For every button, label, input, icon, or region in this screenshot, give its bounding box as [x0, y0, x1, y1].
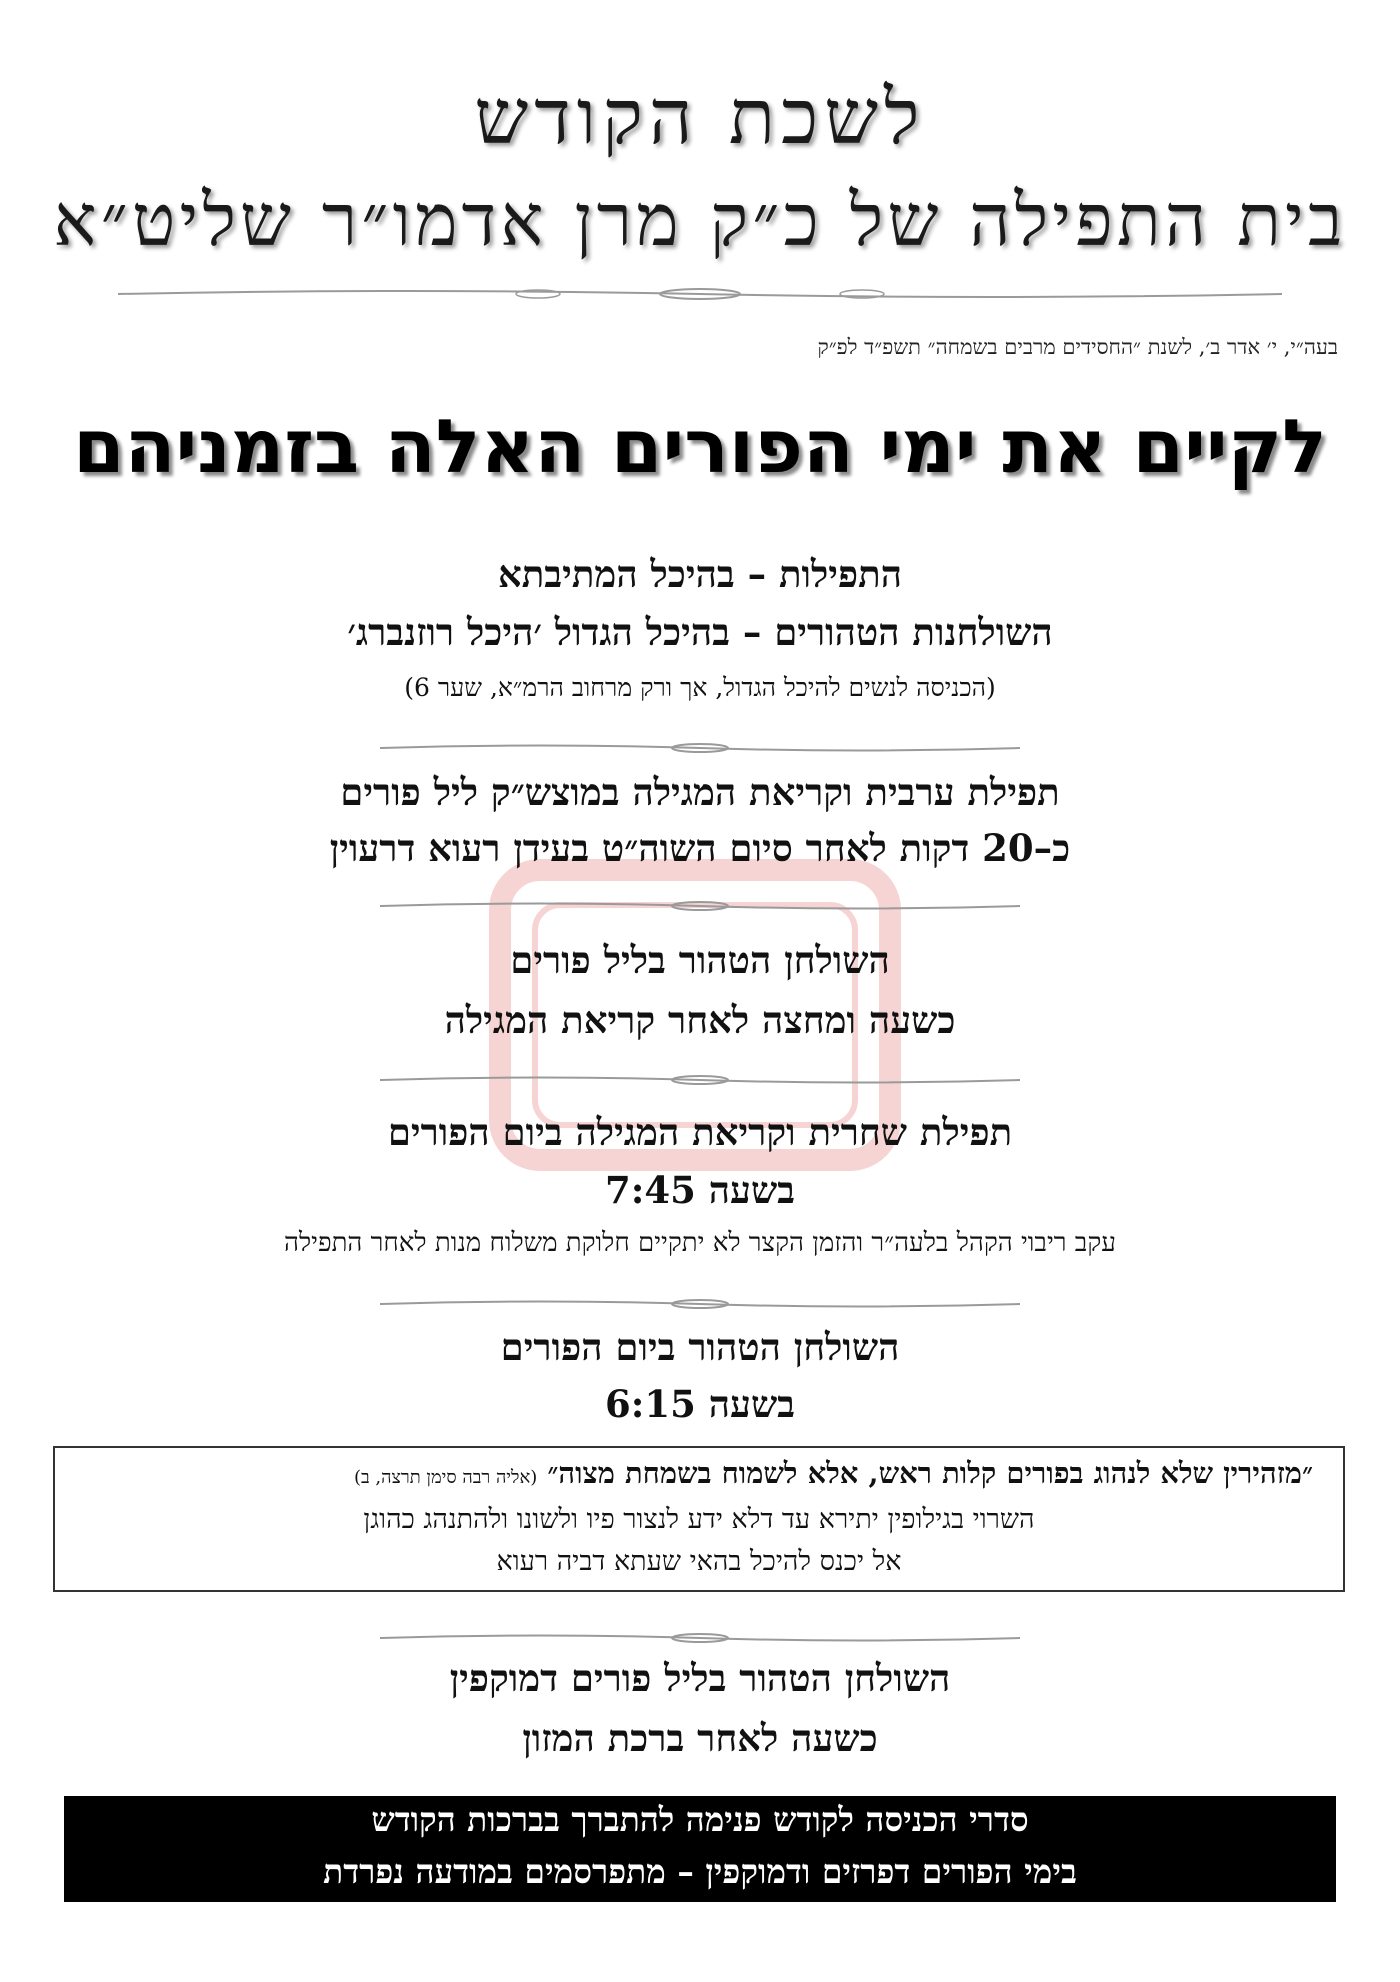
arvit-title: תפילת ערבית וקריאת המגילה במוצש״ק ליל פורים — [340, 770, 1060, 814]
footer-bar-2: בימי הפורים דפרזים ודמוקפין – מתפרסמים במודעה נפרדת — [64, 1848, 1336, 1902]
arvit-time: כ–20 דקות לאחר סיום השוה״ט בעידן רעוא דרעוין — [329, 826, 1071, 870]
shacharit-title: תפילת שחרית וקריאת המגילה ביום הפורים — [387, 1110, 1013, 1154]
warning-box — [53, 1446, 1345, 1592]
ornament-divider — [380, 740, 1020, 756]
footer-bar-1: סדרי הכניסה לקודש פנימה להתברך בברכות הקודש — [64, 1796, 1336, 1848]
ornament-divider — [380, 898, 1020, 914]
warning-line-2: השרוי בגילופין יתירא עד דלא ידע לנצור פיו ולשונו ולהתנהג כהוגן — [363, 1504, 1035, 1535]
shacharit-time: בשעה 7:45 — [604, 1168, 796, 1212]
tish-night-title: השולחן הטהור בליל פורים — [510, 938, 890, 982]
header-title: לשכת הקודש — [474, 72, 926, 161]
ornament-divider — [380, 1296, 1020, 1312]
prayers-location: התפילות – בהיכל המתיבתא — [497, 552, 902, 596]
tish-day-time: בשעה 6:15 — [604, 1382, 796, 1426]
mukafin-title: השולחן הטהור בליל פורים דמוקפין — [449, 1656, 951, 1700]
main-headline: לקיים את ימי הפורים האלה בזמניהם — [73, 404, 1327, 490]
mishloach-manot-note: עקב ריבוי הקהל בלעה״ר והזמן הקצר לא יתקיים חלוקת משלוח מנות לאחר התפילה — [284, 1228, 1116, 1258]
warning-line-3: אל יכנס להיכל בהאי שעתא דביה רעוא — [496, 1546, 902, 1577]
tish-day-title: השולחן הטהור ביום הפורים — [500, 1325, 900, 1369]
mukafin-time: כשעה לאחר ברכת המזון — [522, 1716, 878, 1760]
tables-location: השולחנות הטהורים – בהיכל הגדול ׳היכל רוזנברג׳ — [347, 610, 1053, 654]
header-subtitle: בית התפילה של כ״ק מרן אדמו״ר שליט״א — [53, 178, 1347, 262]
ornament-divider — [380, 1072, 1020, 1088]
warning-source: (אליה רבה סימן תרצה, ב) — [353, 1467, 538, 1488]
date-line: בעה״י, י׳ אדר ב׳, לשנת ״החסידים מרבים בשמחה״ תשפ״ד לפ״ק — [817, 335, 1338, 359]
women-entrance-note: (הכניסה לנשים להיכל הגדול, אך ורק מרחוב הרמ״א, שער 6) — [404, 673, 996, 702]
warning-quote: ״מזהירין שלא לנהוג בפורים קלות ראש, אלא לשמוח בשמחת מצוה״ — [547, 1456, 1313, 1490]
tish-night-time: כשעה ומחצה לאחר קריאת המגילה — [444, 998, 956, 1042]
ornament-divider — [380, 1630, 1020, 1646]
warning-quote-line — [354, 1456, 1313, 1491]
ornament-divider — [118, 286, 1282, 302]
